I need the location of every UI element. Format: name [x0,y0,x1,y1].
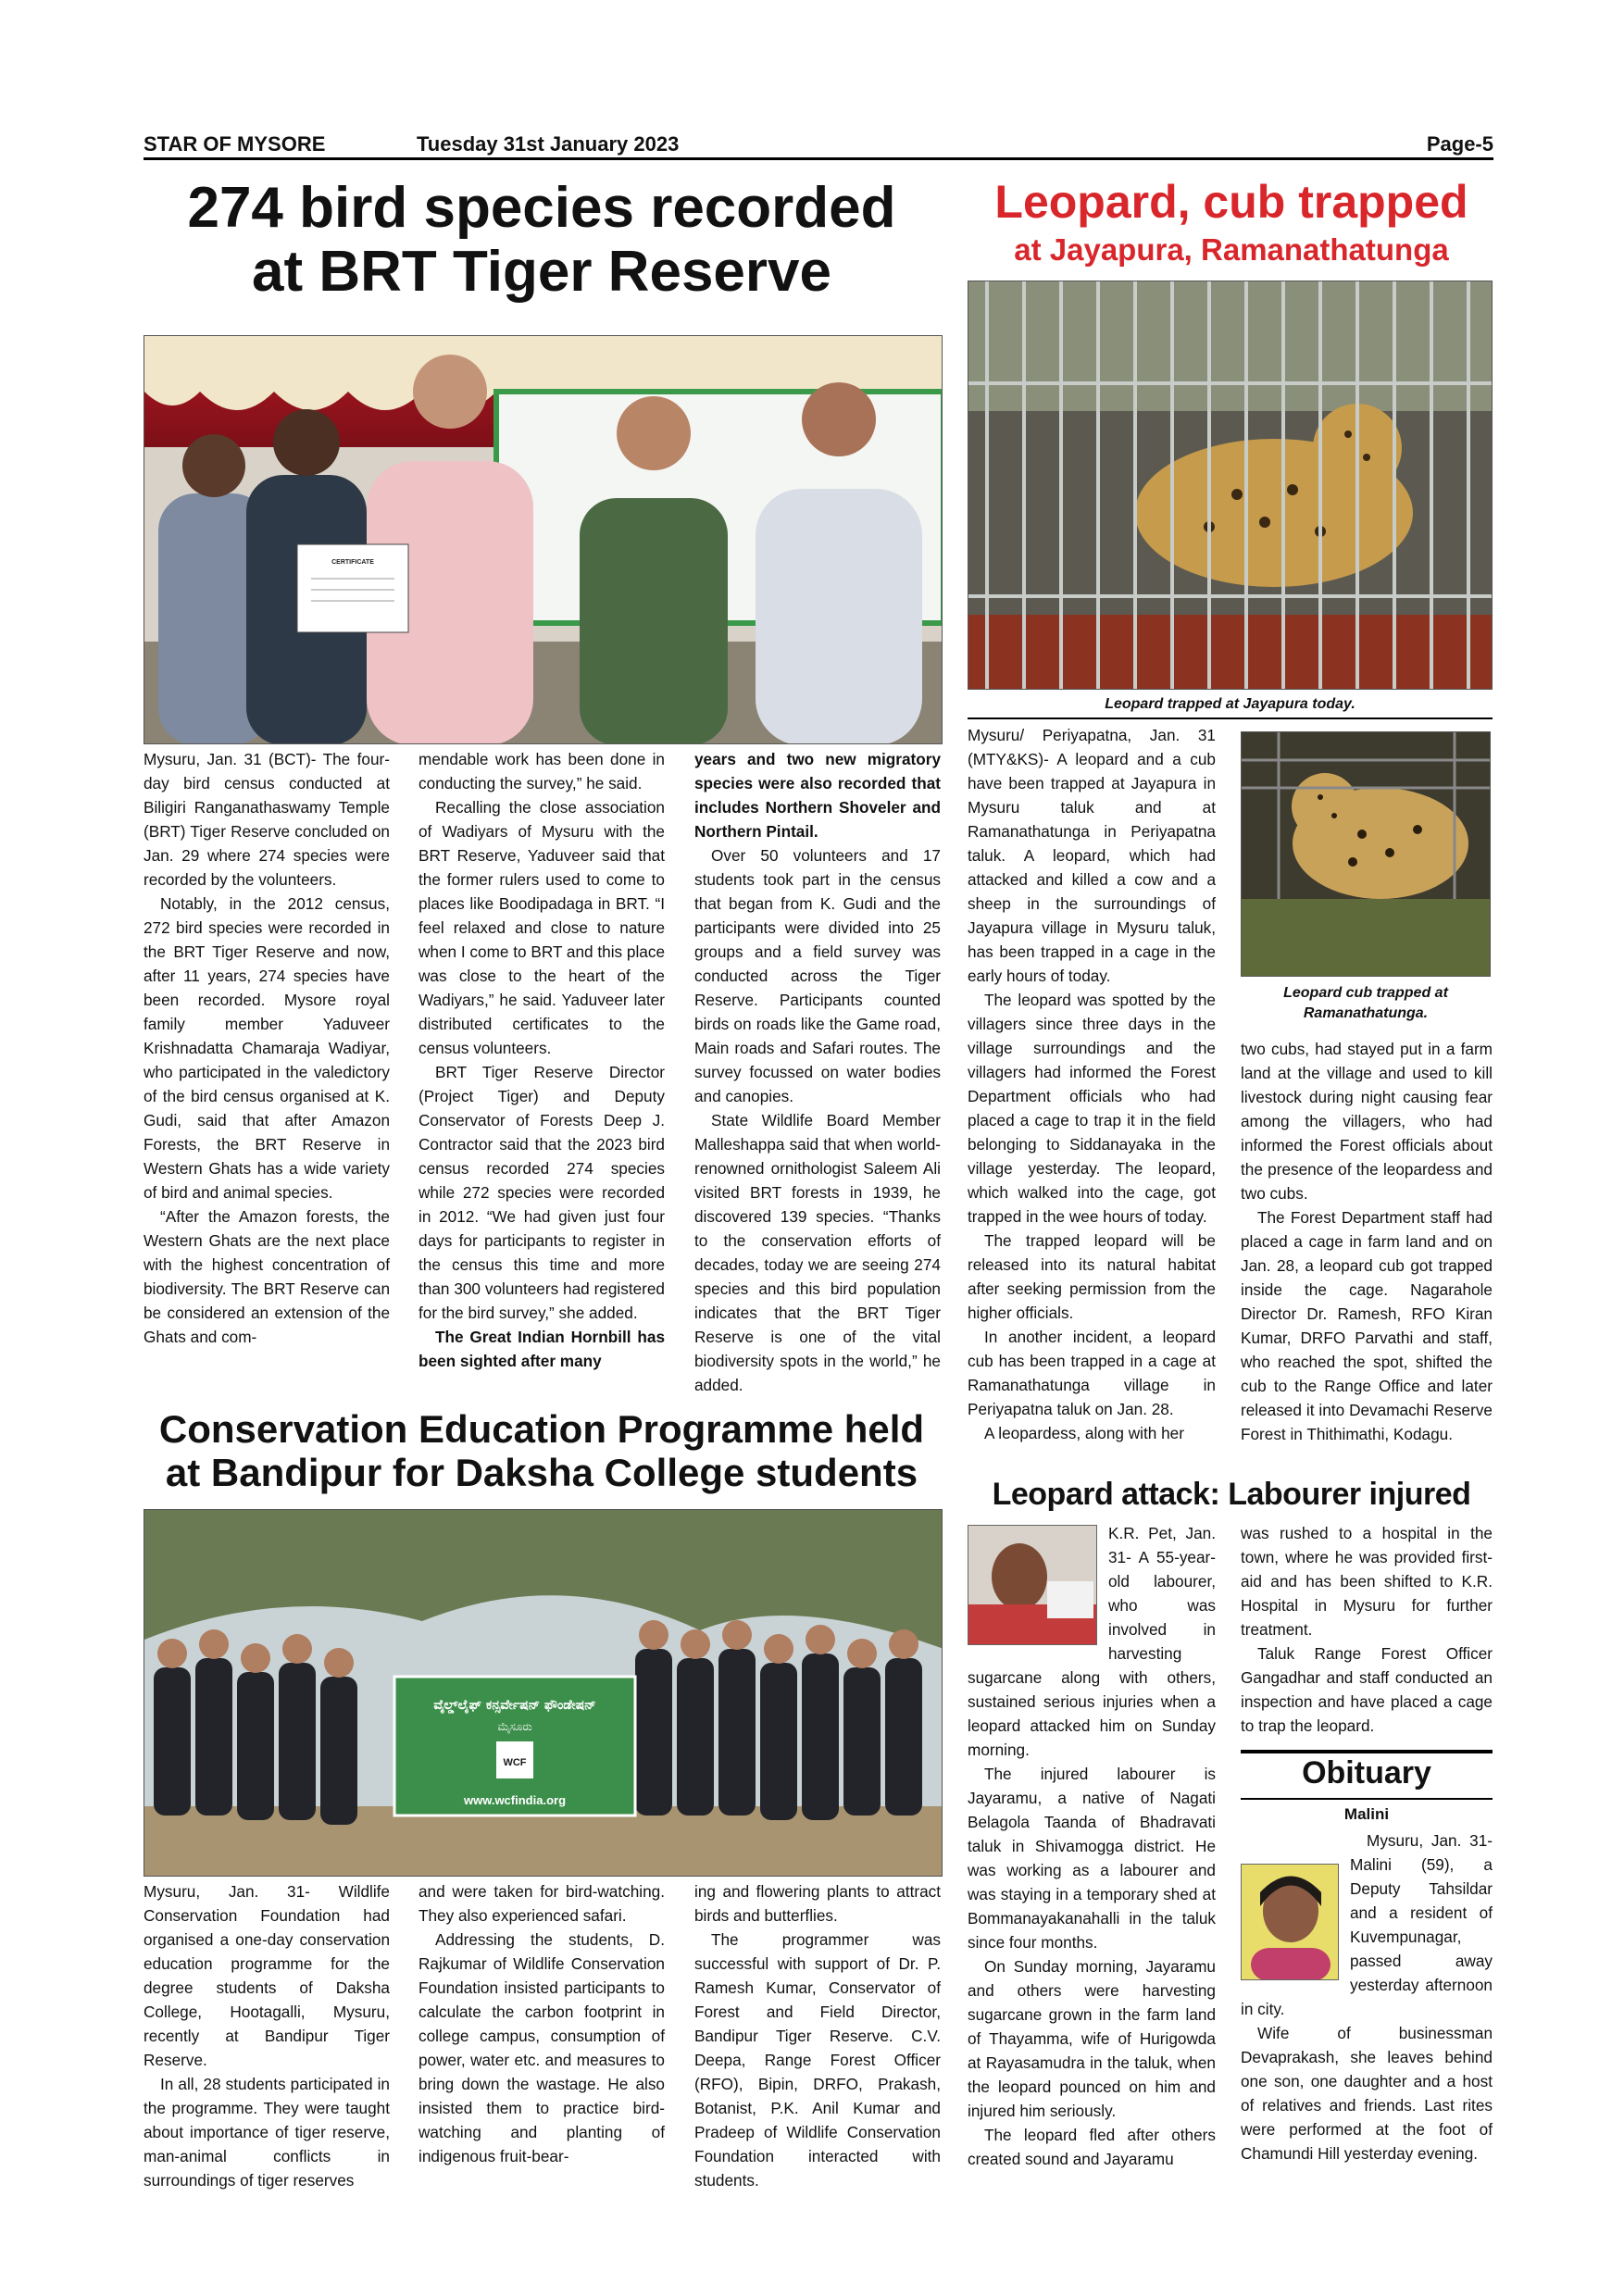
leopard-cub-photo-illustration [1242,732,1491,977]
banner-subtitle: ಮೈಸೂರು [497,1720,532,1733]
bird-census-photo-illustration [144,336,943,744]
obituary-name: Malini [1343,1805,1390,1823]
bird-col2-para3: BRT Tiger Reserve Director (Project Tiger) and Deputy Conservator of Forests Deep J. Contractor said that the 2023 bird census recorded 274 species while 272 species were recorded in 2012. “We had given just four days for participants to register in the census this time and more than 300 volunteers had registered for the bird survey,” she added. [418,1063,665,1322]
conservation-col3-para1: ing and flowering plants to attract birds and butterflies. [694,1882,941,1925]
leopard-col1-para5: A leopardess, along with her [984,1424,1184,1442]
leopard-cub-photo [1241,731,1491,977]
certificate-label: CERTIFICATE [331,559,374,566]
obituary-text [1241,1828,1493,2165]
attack-col1-para1: K.R. Pet, Jan. 31- A 55-year-old labourer, who was involved in harvesting sugarcane along with others, sustained serious injuries when a leopard attacked him on Sunday morning. [968,1524,1216,1759]
bird-col1-para1: Mysuru, Jan. 31 (BCT)- The four-day bird census conducted at Biligiri Ranganathaswamy Temple (BRT) Tiger Reserve concluded on Jan. 29 where 274 species were recorded by the volunteers. [144,750,390,889]
issue-date: Tuesday 31st January 2023 [417,132,680,156]
attack-story-col1 [968,1521,1216,2171]
leopard-story-col2 [1241,1037,1493,1446]
conservation-headline-line2: at Bandipur for Daksha College students [165,1451,918,1495]
leopard-caption-rule [968,718,1493,719]
leopard-cage-photo-illustration [968,281,1493,690]
leopard-col1-para2: The leopard was spotted by the villagers since three days in the village surroundings and the villagers had informed the Forest Department officials who had placed a cage to trap it in the field belonging to Siddanayaka in the village yesterday. The leopard, which walked into the cage, got trapped in the wee hours of today. [968,991,1216,1226]
bird-story-col3 [694,747,941,1397]
conservation-headline [139,1407,944,1494]
bird-col2-para4: The Great Indian Hornbill has been sighted after many [418,1328,665,1370]
masthead [144,132,1493,160]
bird-headline-line2: at BRT Tiger Reserve [252,240,831,305]
conservation-col1-para2: In all, 28 students participated in the programme. They were taught about importance of tiger reserve, man-animal conflicts in surroundings of tiger reserves [144,2075,390,2190]
attack-col1-para2: The injured labourer is Jayaramu, a native of Nagati Belagola Taanda of Bhadravati taluk in Shivamogga district. He was working as a labourer and was staying in a temporary shed at Bommanayakanahalli in the taluk since four months. [968,1765,1216,1952]
bird-col3-para3: State Wildlife Board Member Malleshappa said that when world-renowned ornithologist Saleem Ali visited BRT forests in 1939, he discovered 139 species. “Thanks to the conservation efforts of decades, today we are seeing 274 species and this bird population indicates that the BRT Tiger Reserve is one of the vital biodiversity spots in the world,” he added. [694,1111,941,1394]
conservation-group-photo-illustration [144,1510,943,1877]
leopard-col1-para3: The trapped leopard will be released into its natural habitat after seeking permission from the higher officials. [968,1231,1216,1322]
bird-col2-para2: Recalling the close association of Wadiyars of Mysuru with the BRT Reserve, Yaduveer said that the former rulers used to come to places like Boodipadaga in BRT. “I feel relaxed and close to nature when I come to BRT and this place was close to the heart of the Wadiyars,” he said. Yaduveer later distributed certificates to the census volunteers. [418,798,665,1057]
conservation-col1-para1: Mysuru, Jan. 31- Wildlife Conservation Foundation had organised a one-day conservation education programme for the degree students of Daksha College, Hootagalli, Mysuru, recently at Bandipur Tiger Reserve. [144,1882,390,2069]
conservation-col2-para2: Addressing the students, D. Rajkumar of Wildlife Conservation Foundation insisted participants to calculate the carbon footprint in college campus, consumption of power, water etc. and measures to bring down the wastage. He also insisted them to practice bird-watching and planting of indigenous fruit-bear- [418,1930,665,2165]
bird-headline-line1: 274 bird species recorded [187,176,896,240]
banner-logo: WCF [503,1757,527,1768]
conservation-group-photo [144,1509,943,1877]
obituary-heading: Obituary [1302,1755,1431,1791]
paper-name: STAR OF MYSORE [144,132,326,156]
bird-col1-para2: Notably, in the 2012 census, 272 bird species were recorded in the BRT Tiger Reserve and now, after 11 years, 274 species have been recorded. Mysore royal family member Yaduveer Krishnadatta Chamaraja Wadiyar, who participated in the valedictory of the bird census organised at K. Gudi, said that after Amazon Forests, the BRT Reserve in Western Ghats has a wide variety of bird and animal species. [144,894,390,1202]
attack-col2-para2: Taluk Range Forest Officer Gangadhar and staff conducted an inspection and have placed a cage to trap the leopard. [1241,1644,1493,1735]
obituary-top-rule [1241,1750,1493,1753]
bird-col1-para3: “After the Amazon forests, the Western Ghats are the next place with the highest concentration of biodiversity. The BRT Reserve can be considered an extension of the Ghats and com- [144,1207,390,1346]
bird-story-col1 [144,747,390,1349]
bird-headline [139,176,944,305]
obituary-portrait-illustration [1242,1865,1339,1980]
attack-col1-para4: The leopard fled after others created sound and Jayaramu [968,2126,1216,2168]
conservation-story-col2 [418,1879,665,2168]
leopard-cub-caption-line1: Leopard cub trapped at [1283,985,1448,1001]
conservation-story-col3 [694,1879,941,2192]
injured-labourer-photo-illustration [968,1526,1097,1645]
obituary-para2: Wife of businessman Devaprakash, she leaves behind one son, one daughter and a host of relatives and friends. Last rites were performed at the foot of Chamundi Hill yesterday evening. [1241,2024,1493,2163]
bird-story-col2 [418,747,665,1373]
obituary-portrait [1241,1864,1339,1980]
attack-headline: Leopard attack: Labourer injured [992,1477,1471,1512]
attack-story-col2 [1241,1521,1493,1738]
bird-col3-para1: years and two new migratory species were also recorded that includes Northern Shoveler and Northern Pintail. [694,750,941,841]
conservation-story-col1 [144,1879,390,2192]
leopard-col1-para4: In another incident, a leopard cub has been trapped in a cage at Ramanathatunga village in Periyapatna taluk on Jan. 28. [968,1328,1216,1418]
leopard-col2-para1: two cubs, had stayed put in a farm land at the village and used to kill livestock during night causing fear among the villagers, who had informed the Forest officials about the presence of the leopardess and two cubs. [1241,1040,1493,1203]
banner-title: ವೈಲ್ಡ್‌ಲೈಫ್ ಕನ್ಸರ್ವೇಷನ್ ಫೌಂಡೇಷನ್ [433,1698,596,1713]
leopard-cub-caption-line2: Ramanathatunga. [1303,1005,1429,1021]
leopard-col2-para2: The Forest Department staff had placed a cage in farm land and on Jan. 28, a leopard cub got trapped inside the cage. Nagarahole Director Dr. Ramesh, RFO Kiran Kumar, DRFO Parvathi and staff, who reached the spot, shifted the cub to the Range Office and later released it into Devamachi Reserve Forest in Thithimathi, Kodagu. [1241,1208,1493,1443]
obituary-para1: Mysuru, Jan. 31- Malini (59), a Deputy Tahsildar and a resident of Kuvempunagar, passed away yesterday afternoon in city. [1241,1831,1493,2018]
attack-col2-para1: was rushed to a hospital in the town, where he was provided first-aid and has been shifted to K.R. Hospital in Mysuru for further treatment. [1241,1524,1493,1639]
injured-labourer-photo [968,1525,1097,1645]
leopard-photo-caption: Leopard trapped at Jayapura today. [1105,696,1355,712]
banner-url: www.wcfindia.org [463,1793,567,1807]
conservation-col3-para2: The programmer was successful with support of Dr. P. Ramesh Kumar, Conservator of Forest and Field Director, Bandipur Tiger Reserve. C.V. Deepa, Range Forest Officer (RFO), Bipin, DRFO, Prakash, Botanist, P.K. Anil Kumar and Pradeep of Wildlife Conservation Foundation interacted with students. [694,1930,941,2190]
leopard-cub-caption [1241,983,1491,1024]
leopard-headline: Leopard, cub trapped [994,176,1468,228]
bird-census-photo [144,335,943,744]
leopard-col1-para1: Mysuru/ Periyapatna, Jan. 31 (MTY&KS)- A leopard and a cub have been trapped at Jayapura in Mysuru taluk and at Ramanathatunga in Periyapatna taluk. A leopard, which had attacked and killed a cow and a sheep in the surroundings of Jayapura village in Mysuru taluk, has been trapped in a cage in the early hours of today. [968,726,1216,985]
bird-col3-para2: Over 50 volunteers and 17 students took part in the census that began from K. Gudi and the participants were divided into 25 groups and a field survey was conducted across the Tiger Reserve. Participants counted birds on roads like the Game road, Main roads and Safari routes. The survey focussed on water bodies and canopies. [694,846,941,1105]
conservation-headline-line1: Conservation Education Programme held [158,1407,925,1451]
page-number: Page-5 [1426,132,1493,156]
conservation-col2-para1: and were taken for bird-watching. They also experienced safari. [418,1882,665,1925]
leopard-cage-photo [968,281,1493,690]
obituary-heading-rule [1241,1798,1493,1800]
leopard-subhead: at Jayapura, Ramanathatunga [1014,232,1449,267]
attack-col1-para3: On Sunday morning, Jayaramu and others were harvesting sugarcane grown in the farm land of Thayamma, wife of Hurigowda at Rayasamudra in the taluk, when the leopard pounced on him and injured him seriously. [968,1957,1216,2120]
bird-col2-para1: mendable work has been done in conducting the survey,” he said. [418,750,665,792]
leopard-story-col1 [968,723,1216,1445]
